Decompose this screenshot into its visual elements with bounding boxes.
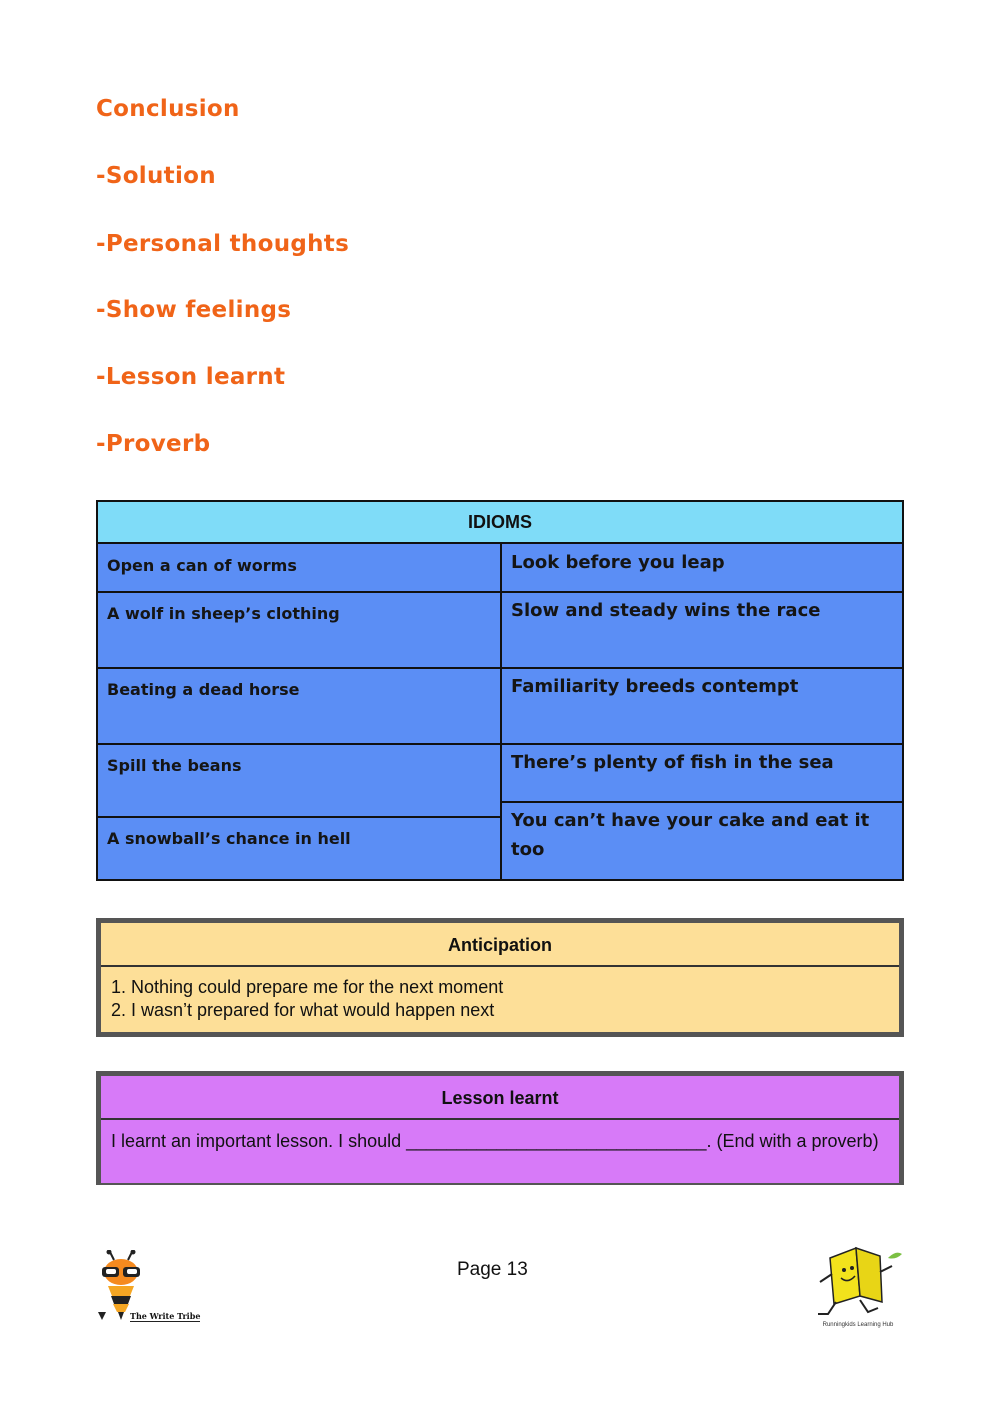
anticipation-line-2: 2. I wasn’t prepared for what would happen next (111, 1000, 495, 1020)
idioms-title: IDIOMS (98, 502, 902, 544)
anticipation-body (101, 967, 899, 1022)
heading-show-feelings: -Show feelings (96, 297, 292, 323)
running-book-icon (810, 1244, 906, 1324)
anticipation-box (96, 918, 904, 1037)
table-rule (98, 816, 501, 818)
runningkids-logo-text: Runningkids Learning Hub (822, 1322, 894, 1328)
idiom-right-4: There’s plenty of fish in the sea (511, 752, 834, 773)
anticipation-title: Anticipation (101, 923, 899, 967)
idiom-right-1: Look before you leap (511, 552, 725, 573)
table-rule (98, 667, 501, 669)
heading-solution: -Solution (96, 163, 216, 189)
idiom-right-5: You can’t have your cake and eat it too (511, 810, 870, 860)
lesson-learnt-box (96, 1071, 904, 1185)
table-rule (98, 591, 501, 593)
anticipation-line-1: 1. Nothing could prepare me for the next moment (111, 977, 504, 997)
idiom-right-3: Familiarity breeds contempt (511, 676, 799, 697)
page-number: Page 13 (457, 1259, 528, 1280)
heading-conclusion: Conclusion (96, 96, 240, 122)
heading-lesson-learnt: -Lesson learnt (96, 364, 286, 390)
runningkids-logo (810, 1244, 906, 1344)
table-rule (98, 743, 501, 745)
idiom-left-4: Spill the beans (107, 756, 242, 775)
lesson-learnt-title: Lesson learnt (101, 1076, 899, 1120)
idioms-table (96, 500, 904, 881)
idiom-left-2: A wolf in sheep’s clothing (107, 604, 340, 623)
idiom-right-2: Slow and steady wins the race (511, 600, 821, 621)
write-tribe-logo-text: The Write Tribe (130, 1311, 201, 1321)
idiom-left-3: Beating a dead horse (107, 680, 300, 699)
idiom-left-5: A snowball’s chance in hell (107, 829, 351, 848)
heading-personal-thoughts: -Personal thoughts (96, 231, 350, 257)
lesson-learnt-text: I learnt an important lesson. I should ______________________________. (End with a proverb) (111, 1131, 879, 1151)
write-tribe-logo (98, 1250, 206, 1330)
idiom-left-1: Open a can of worms (107, 556, 297, 575)
heading-proverb: -Proverb (96, 431, 211, 457)
